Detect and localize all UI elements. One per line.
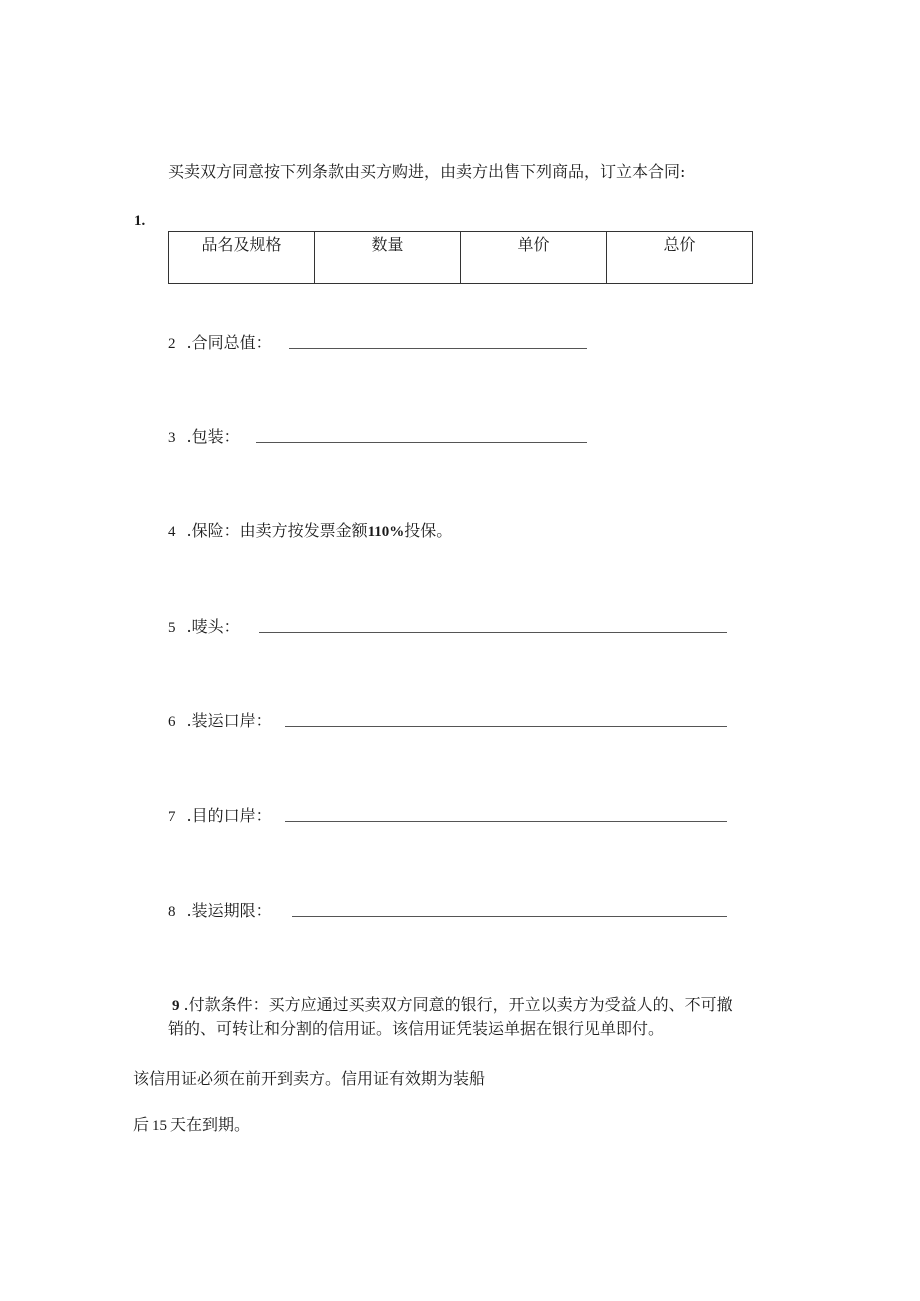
header-total-price: 总价 — [607, 232, 753, 284]
clause-label: .合同总值： — [186, 333, 272, 352]
clause-8 — [168, 901, 272, 922]
clause-4 — [168, 521, 452, 542]
payment-line-3: 该信用证必须在前开到卖方。信用证有效期为装船 — [133, 1069, 486, 1088]
clause-label: .包装： — [186, 427, 240, 446]
total-value-field[interactable] — [289, 348, 587, 349]
clause-number: 3 — [168, 430, 176, 446]
clause-number: 7 — [168, 809, 176, 825]
shipment-period-field[interactable] — [292, 916, 727, 917]
payment-prefix: 后 — [133, 1115, 150, 1134]
lc-validity-days: 15 — [152, 1118, 168, 1134]
payment-line-4 — [133, 1115, 250, 1136]
header-product-spec: 品名及规格 — [169, 232, 315, 284]
header-quantity: 数量 — [315, 232, 461, 284]
payment-line-2: 销的、可转让和分割的信用证。该信用证凭装运单据在银行见单即付。 — [168, 1019, 665, 1038]
packing-field[interactable] — [256, 442, 587, 443]
table-row — [169, 232, 753, 284]
clause-7 — [168, 806, 272, 827]
clause-label: .装运口岸： — [186, 711, 272, 730]
contract-intro: 买卖双方同意按下列条款由买方购进，由卖方出售下列商品，订立本合同: — [168, 162, 686, 181]
insurance-percent: 110% — [367, 524, 405, 540]
payment-line-1 — [172, 995, 733, 1016]
shipping-mark-field[interactable] — [259, 632, 727, 633]
header-unit-price: 单价 — [461, 232, 607, 284]
clause-suffix: 投保。 — [404, 521, 453, 540]
clause-3 — [168, 427, 240, 448]
payment-text-1: .付款条件：买方应通过买卖双方同意的银行，开立以卖方为受益人的、不可撤 — [183, 995, 733, 1014]
clause-label: .唛头： — [186, 617, 240, 636]
port-of-destination-field[interactable] — [285, 821, 727, 822]
clause-label: .目的口岸： — [186, 806, 272, 825]
payment-suffix: 天在到期。 — [170, 1115, 251, 1134]
item-1-number: 1. — [134, 213, 146, 229]
clause-number: 9 — [172, 998, 180, 1014]
clause-label: .保险：由卖方按发票金额 — [186, 521, 368, 540]
port-of-shipment-field[interactable] — [285, 726, 727, 727]
clause-number: 6 — [168, 714, 176, 730]
clause-number: 5 — [168, 620, 176, 636]
clause-number: 2 — [168, 336, 176, 352]
clause-5 — [168, 617, 240, 638]
clause-2 — [168, 333, 272, 354]
clause-6 — [168, 711, 272, 732]
goods-table — [168, 231, 753, 284]
clause-label: .装运期限： — [186, 901, 272, 920]
clause-number: 8 — [168, 904, 176, 920]
clause-number: 4 — [168, 524, 176, 540]
